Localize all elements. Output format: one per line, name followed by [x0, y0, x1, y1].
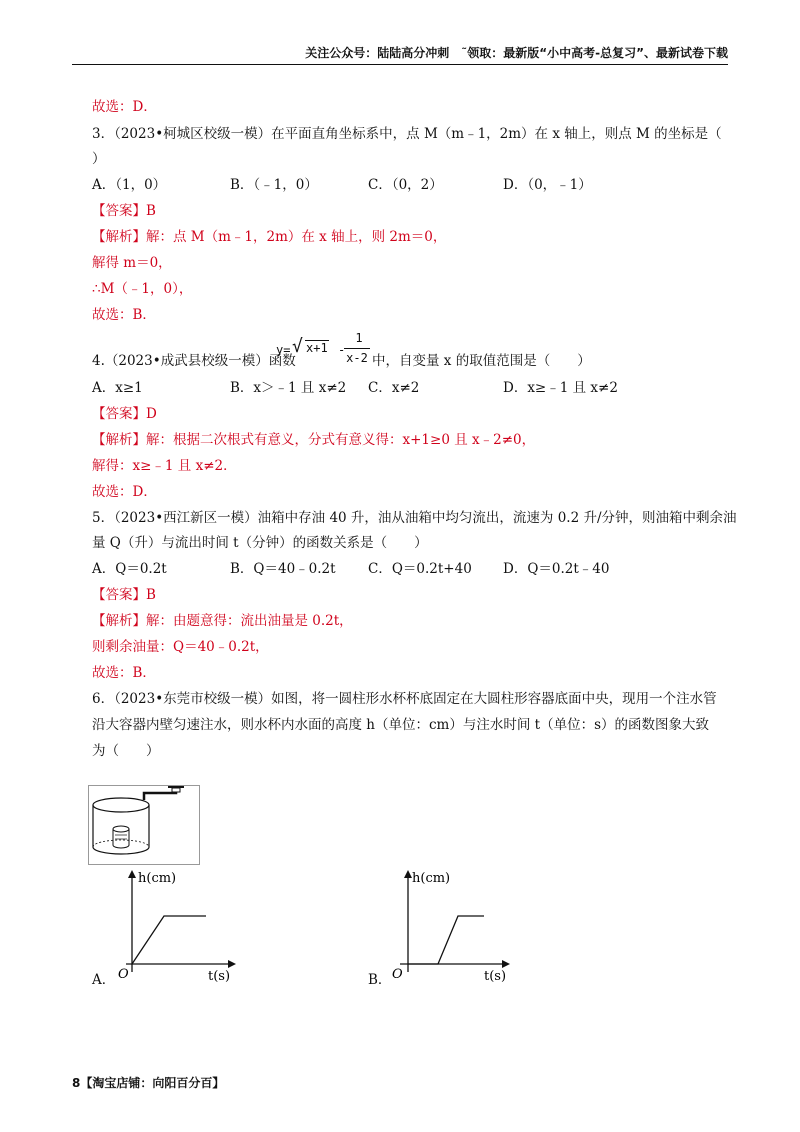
q4-formula [276, 331, 371, 371]
graph-b-x-arrow-icon [502, 960, 510, 968]
graph-b-ylabel: h(cm) [412, 871, 451, 886]
q3-stem-line1: 3．（2023•柯城区校级一模）在平面直角坐标系中，点 M（m﹣1，2m）在 x 轴上，则点 M 的坐标是（ [92, 126, 722, 142]
q6-stem-line1: 6．（2023•东莞市校级一模）如图，将一圆柱形水杯杯底固定在大圆柱形容器底面中央，现用一个注水管 [92, 691, 717, 707]
q5-option-c: C．Q＝0.2t+40 [368, 561, 472, 577]
graph-b [388, 868, 513, 986]
graph-a-origin: O [118, 967, 129, 982]
page-header: 关注公众号：陆陆高分冲刺 ˜领取：最新版“小中高考-总复习”、最新试卷下载 [305, 46, 728, 60]
q4-stem-suffix: 中，自变量 x 的取值范围是（ ） [372, 353, 591, 369]
q3-option-a: A．（1，0） [92, 177, 167, 193]
graph-a-xlabel: t(s) [208, 969, 231, 984]
q2-conclusion: 故选：D． [92, 99, 157, 115]
graph-a-y-arrow-icon [128, 870, 136, 878]
q5-analysis-3: 故选：B． [92, 665, 156, 681]
q5-option-d: D．Q＝0.2t﹣40 [503, 561, 610, 577]
q4-analysis-1: 【解析】解：根据二次根式有意义，分式有意义得：x+1≥0 且 x﹣2≠0， [92, 432, 536, 448]
graph-b-label: B． [368, 972, 392, 988]
formula-minus: - [338, 343, 346, 357]
q4-option-c: C．x≠2 [368, 380, 420, 396]
container-figure [88, 785, 200, 865]
q3-analysis-4: 故选：B． [92, 307, 156, 323]
q5-analysis-1: 【解析】解：由题意得：流出油量是 0.2t， [92, 613, 353, 629]
q3-analysis-3: ∴M（﹣1，0）， [92, 281, 193, 297]
q5-stem-line1: 5．（2023•西江新区一模）油箱中存油 40 升，油从油箱中均匀流出，流速为 0.2 升/分钟，则油箱中剩余油 [92, 510, 737, 526]
sqrt-icon: √ [292, 336, 303, 357]
q4-option-d: D．x≥﹣1 且 x≠2 [503, 380, 618, 396]
q5-stem-line2: 量 Q（升）与流出时间 t（分钟）的函数关系是（ ） [92, 535, 428, 551]
graph-a-ylabel: h(cm) [138, 871, 177, 886]
fraction-bar [344, 348, 370, 349]
formula-sqrt-arg: x+1 [306, 341, 328, 355]
q4-option-b: B．x＞﹣1 且 x≠2 [230, 380, 347, 396]
q3-option-d: D．（0，﹣1） [503, 177, 592, 193]
q3-option-b: B．（﹣1，0） [230, 177, 318, 193]
formula-y: y= [276, 343, 291, 357]
graph-a-x-arrow-icon [228, 960, 236, 968]
header-rule [72, 64, 728, 65]
graph-a-label: A． [92, 972, 116, 988]
formula-numerator: 1 [355, 331, 363, 345]
q4-answer: 【答案】D [92, 406, 157, 422]
q3-option-c: C．（0，2） [368, 177, 443, 193]
graph-b-y-arrow-icon [404, 870, 412, 878]
q4-analysis-3: 故选：D． [92, 484, 157, 500]
graph-b-xlabel: t(s) [484, 969, 507, 984]
q4-stem-prefix: 4.（2023•成武县校级一模）函数 [92, 353, 296, 369]
q5-option-b: B．Q＝40﹣0.2t [230, 561, 336, 577]
q4-analysis-2: 解得：x≥﹣1 且 x≠2． [92, 458, 237, 474]
q5-option-a: A．Q＝0.2t [92, 561, 167, 577]
graph-a-curve [132, 916, 206, 964]
q3-analysis-2: 解得 m＝0， [92, 255, 172, 271]
q5-analysis-2: 则剩余油量：Q＝40﹣0.2t， [92, 639, 269, 655]
q3-analysis-1: 【解析】解：点 M（m﹣1，2m）在 x 轴上，则 2m＝0， [92, 229, 447, 245]
graph-b-curve [408, 916, 484, 964]
q5-answer: 【答案】B [92, 587, 156, 603]
formula-denominator: x-2 [346, 351, 368, 365]
page-footer: 8【淘宝店铺：向阳百分百】 [72, 1076, 225, 1090]
q4-option-a: A．x≥1 [92, 380, 143, 396]
graph-b-origin: O [392, 967, 403, 982]
q6-stem-line2: 沿大容器内壁匀速注水，则水杯内水面的高度 h（单位：cm）与注水时间 t（单位：s）的函数图象大致 [92, 717, 709, 733]
graph-a [112, 868, 237, 986]
q3-answer: 【答案】B [92, 203, 156, 219]
q3-stem-line2: ） [92, 151, 106, 167]
q6-stem-line3: 为（ ） [92, 743, 160, 759]
